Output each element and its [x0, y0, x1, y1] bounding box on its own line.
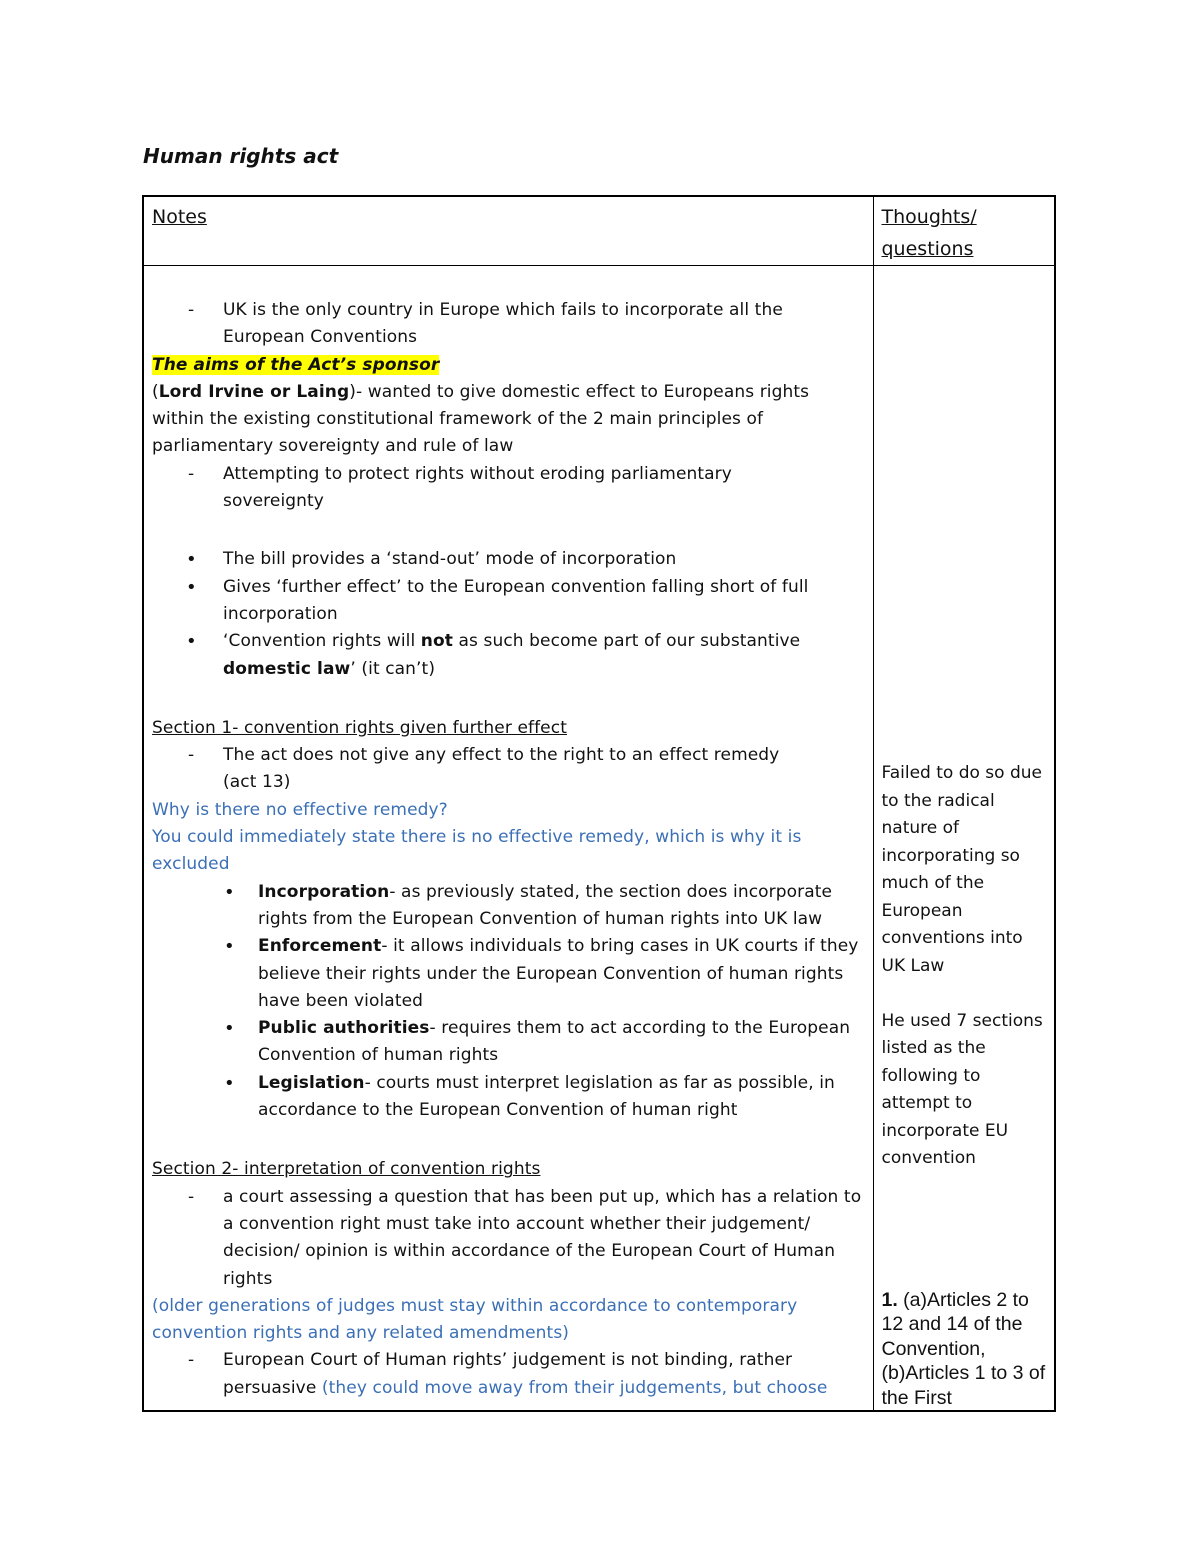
- notes-body: [144, 266, 873, 1402]
- highlighted-heading: The aims of the Act’s sponsor: [152, 354, 440, 375]
- bullet-text: - requires them to act according to the European Convention of human rights: [258, 1018, 851, 1066]
- list-item-line: - The act does not give any effect to the right to an effect remedy: [223, 745, 780, 766]
- spacer: [152, 683, 865, 715]
- blue-note-inline: (they could move away from their judgements, but choose: [321, 1377, 828, 1398]
- answer-text: You could immediately state there is no effective remedy, which is why it is excluded: [152, 827, 802, 875]
- list-item: [152, 1184, 865, 1293]
- list-item-line: sovereignty: [223, 491, 324, 512]
- bold-text: not: [420, 631, 454, 652]
- bold-term: Legislation: [258, 1072, 365, 1093]
- list-item-line: - UK is the only country in Europe which fails to incorporate all the: [223, 300, 783, 320]
- spacer: [152, 515, 865, 546]
- bullet-text: ’ (it can’t): [350, 658, 436, 679]
- bullet-text: • Gives ‘further effect’ to the European convention falling short of full: [223, 576, 809, 597]
- bullet-text: - it allows individuals to bring cases in UK courts if they believe their rights under the European Convention of human rights have been violated: [258, 936, 859, 1011]
- aims-heading: [152, 352, 865, 379]
- thoughts-column-header: Thoughts/ questions: [873, 196, 1055, 266]
- notes-cell: [143, 266, 873, 1412]
- spacer: [882, 980, 1047, 1008]
- list-item-line: European Court of Human rights’ judgement is not binding, rather persuasive: [223, 1350, 793, 1398]
- list-item-line: European Conventions: [223, 327, 418, 348]
- aims-paragraph: [152, 379, 865, 461]
- list-item: [152, 297, 865, 352]
- table-header-row: [143, 196, 1055, 266]
- sub-bullet-item: [152, 879, 865, 934]
- bold-term: Public authorities: [258, 1018, 430, 1039]
- document-title: Human rights act: [143, 144, 339, 168]
- list-item: [152, 461, 865, 516]
- list-item-line: - Attempting to protect rights without eroding parliamentary: [223, 463, 732, 484]
- bold-text: domestic law: [223, 658, 351, 679]
- thoughts-cell: [873, 266, 1055, 1412]
- section1-heading: Section 1- convention rights given further effect: [152, 717, 567, 738]
- aims-open-paren: (: [152, 381, 159, 402]
- list-item-line: (act 13): [223, 772, 291, 793]
- bullet-text: incorporation: [223, 603, 338, 624]
- notes-table: [142, 195, 1056, 1412]
- aims-text: - wanted to give domestic effect to Europeans rights within the existing constitutional framework of the 2 main principles of parliamentary sovereignty and rule of law: [152, 381, 810, 457]
- sponsor-names: Lord Irvine or Laing: [158, 381, 350, 402]
- thought-note: Failed to do so due to the radical nature of incorporating so much of the European conventions into UK Law: [881, 763, 1042, 976]
- spacer: [882, 1173, 1047, 1288]
- articles-note: [882, 1288, 1047, 1411]
- article-number: 1.: [881, 1288, 898, 1311]
- bullet-item: [152, 628, 865, 683]
- sub-bullet-item: [152, 1015, 865, 1070]
- spacer: [152, 1124, 865, 1156]
- aims-close-paren: ): [349, 381, 357, 402]
- thought-note: He used 7 sections listed as the following to attempt to incorporate EU convention: [881, 1010, 1043, 1168]
- blue-note: (older generations of judges must stay within accordance to contemporary convention rights and any related amendments): [152, 1295, 798, 1344]
- bullet-item: [152, 574, 865, 629]
- notes-column-header: Notes: [143, 196, 873, 266]
- thoughts-body: [874, 266, 1055, 1410]
- bold-term: Incorporation: [258, 881, 390, 902]
- bullet-text: ‘Convention rights will: [223, 631, 421, 652]
- bullet-text: The bill provides a ‘stand-out’ mode of incorporation: [223, 549, 677, 570]
- bullet-item: [152, 546, 865, 573]
- bullet-text: as such become part of our substantive: [453, 631, 801, 652]
- section2-heading: Section 2- interpretation of convention rights: [152, 1159, 541, 1180]
- bullet-text: - as previously stated, the section does incorporate rights from the European Convention of human rights into UK law: [258, 881, 833, 929]
- list-item: [152, 1347, 865, 1402]
- sub-bullet-item: [152, 933, 865, 1015]
- list-item: [152, 742, 865, 797]
- question-text: Why is there no effective remedy?: [152, 799, 448, 820]
- bold-term: Enforcement: [258, 936, 382, 957]
- table-body-row: [143, 266, 1055, 1412]
- bullet-text: - courts must interpret legislation as far as possible, in accordance to the European Convention of human right: [258, 1072, 835, 1121]
- article-text: (a)Articles 2 to 12 and 14 of the Convention, (b)Articles 1 to 3 of the First: [881, 1288, 1046, 1409]
- sub-bullet-item: [152, 1070, 865, 1125]
- list-item-line: a court assessing a question that has been put up, which has a relation to a convention right must take into account whether their judgement/ decision/ opinion is within accordance of the European Court of Human rights: [223, 1186, 862, 1289]
